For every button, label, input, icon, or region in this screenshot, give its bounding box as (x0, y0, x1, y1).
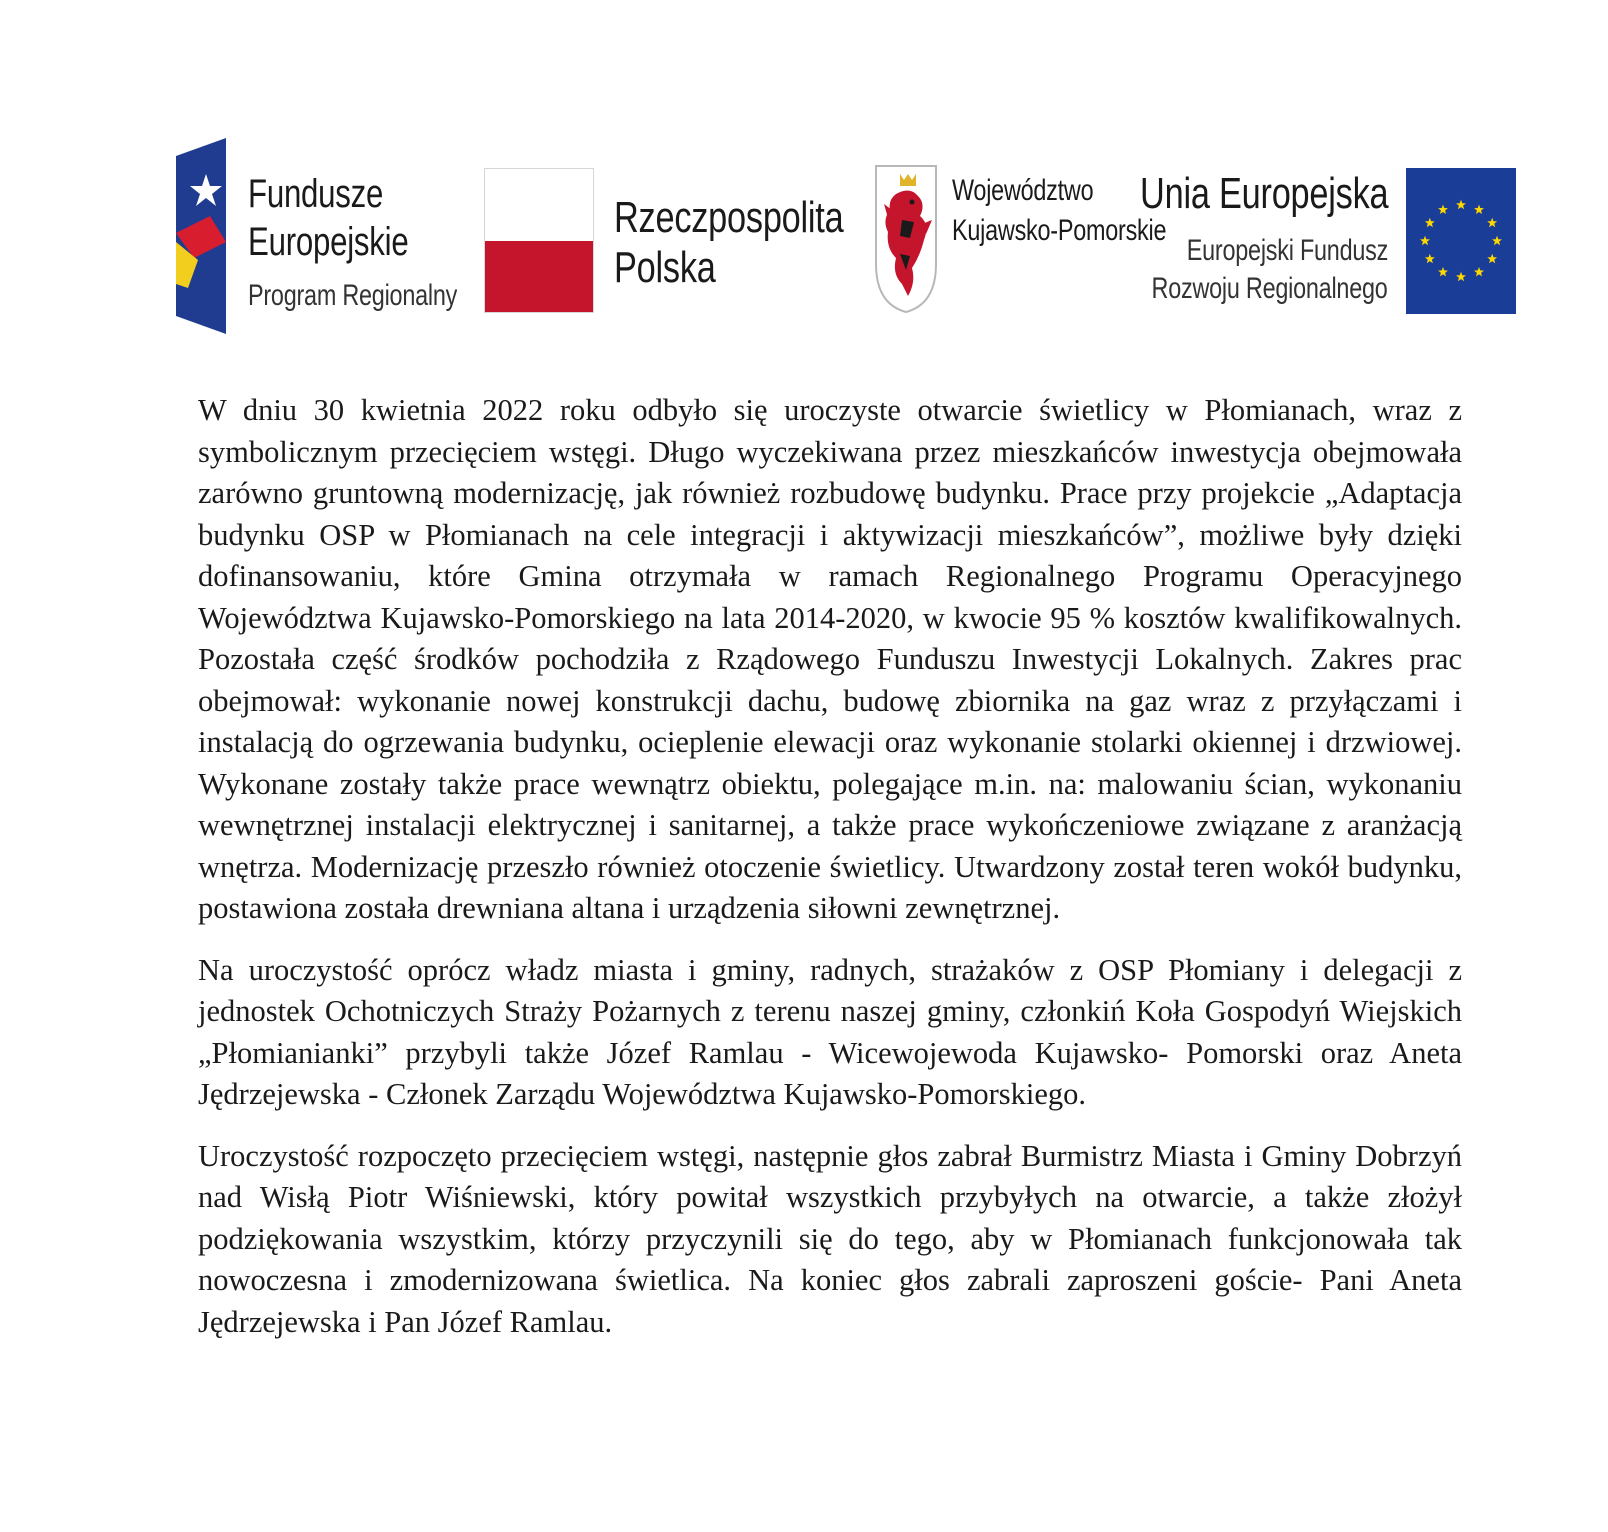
paragraph-2: Na uroczystość oprócz władz miasta i gminy, radnych, strażaków z OSP Płomiany i delegacji z jednostek Ochotniczych Straży Pożarnych z terenu naszej gminy, członkiń Koła Gospodyń Wiejskich „Płomianianki” przybyli także Józef Ramlau - Wicewojewoda Kujawsko- Pomorski oraz Aneta Jędrzejewska - Członek Zarządu Województwa Kujawsko-Pomorskiego. (198, 952, 1462, 1111)
wojewodztwo-line1: Województwo (952, 174, 1094, 207)
rzeczpospolita-line1: Rzeczpospolita (614, 193, 844, 242)
unia-europejska-logo (1139, 168, 1516, 316)
fundusze-europejskie-star-icon (176, 138, 226, 334)
paragraph-3: Uroczystość rozpoczęto przecięciem wstęgi, następnie głos zabrał Burmistrz Miasta i Gminy Dobrzyń nad Wisłą Piotr Wiśniewski, który powitał wszystkich przybyłych na otwarcie, a także złożył podziękowania wszystkim, którzy przyczynili się do tego, aby w Płomianach funkcjonowała tak nowoczesna i zmodernizowana świetlica. Na koniec głos zabrali zaproszeni goście- Pani Aneta Jędrzejewska i Pan Józef Ramlau. (198, 1138, 1462, 1339)
fundusze-europejskie-logo (176, 138, 458, 338)
fundusze-line1: Fundusze (248, 172, 384, 216)
article-body (198, 390, 1462, 1363)
rzeczpospolita-polska-logo (484, 168, 844, 313)
fundusze-line2: Europejskie (248, 220, 409, 264)
polish-flag-icon (484, 168, 594, 313)
unia-line2: Europejski Fundusz (1186, 234, 1388, 267)
wojewodztwo-kujawsko-pomorskie-logo (874, 164, 1167, 314)
fundusze-line3: Program Regionalny (248, 279, 458, 312)
paragraph-1: W dniu 30 kwietnia 2022 roku odbyło się uroczyste otwarcie świetlicy w Płomianach, wraz z symbolicznym przecięciem wstęgi. Długo wyczekiwana przez mieszkańców inwestycja obejmowała zarówno gruntowną modernizację, jak również rozbudowę budynku. Prace przy projekcie „Adaptacja budynku OSP w Płomianach na cele integracji i aktywizacji mieszkańców”, możliwe były dzięki dofinansowaniu, które Gmina otrzymała w ramach Regionalnego Programu Operacyjnego Województwa Kujawsko-Pomorskiego na lata 2014-2020, w kwocie 95 % kosztów kwalifikowalnych. Pozostała część środków pochodziła z Rządowego Funduszu Inwestycji Lokalnych. Zakres prac obejmował: wykonanie nowej konstrukcji dachu, budowę zbiornika na gaz wraz z przyłączami i instalacją do ogrzewania budynku, ocieplenie elewacji oraz wykonanie stolarki okiennej i drzwiowej. Wykonane zostały także prace wewnątrz obiektu, polegające m.in. na: malowaniu ścian, wykonaniu wewnętrznej instalacji elektrycznej i sanitarnej, a także prace wykończeniowe związane z aranżacją wnętrza. Modernizację przeszło również otoczenie świetlicy. Utwardzony został teren wokół budynku, postawiona została drewniana altana i urządzenia siłowni zewnętrznej. (198, 393, 1462, 925)
logo-bar (176, 138, 1516, 338)
unia-line1: Unia Europejska (1139, 169, 1388, 218)
eu-flag-icon (1406, 168, 1516, 314)
wojewodztwo-line2: Kujawsko-Pomorskie (952, 214, 1167, 247)
unia-line3: Rozwoju Regionalnego (1152, 272, 1388, 305)
griffin-coat-of-arms-icon (874, 164, 938, 314)
rzeczpospolita-line2: Polska (614, 243, 716, 292)
